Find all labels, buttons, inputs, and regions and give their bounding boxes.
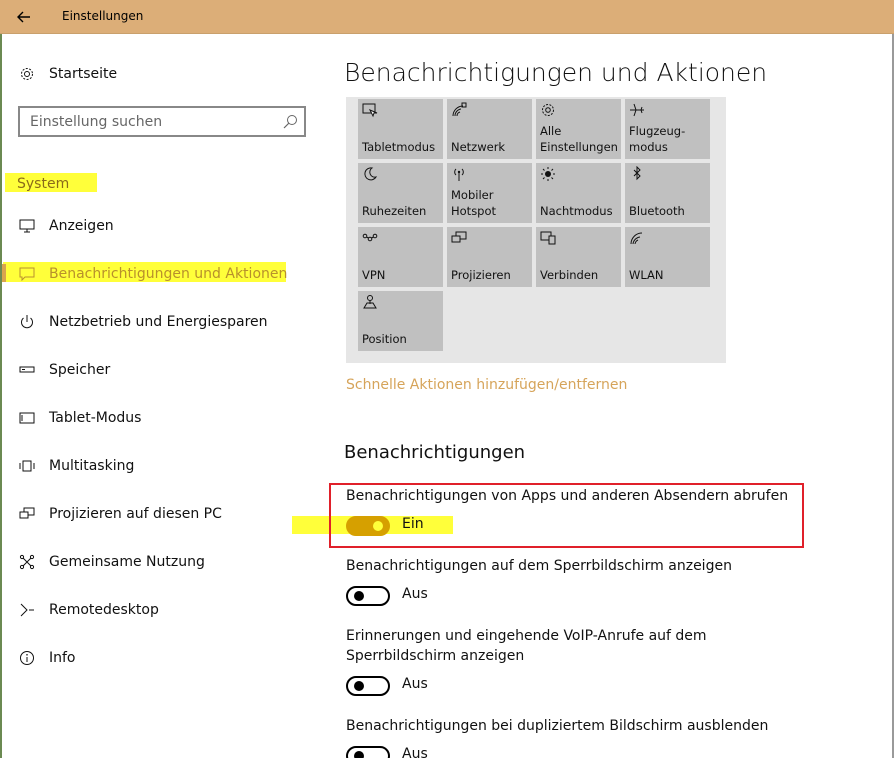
- hotspot-icon: [451, 166, 467, 182]
- sidebar-item-label: Benachrichtigungen und Aktionen: [49, 266, 288, 282]
- tile-label: Verbinden: [540, 268, 599, 282]
- sidebar-item-label: Gemeinsame Nutzung: [49, 554, 205, 570]
- info-icon: [18, 649, 36, 667]
- tile-label: Flugzeug-modus: [629, 124, 686, 154]
- quick-action-airplane[interactable]: [625, 99, 710, 159]
- projector-icon: [451, 230, 467, 246]
- gear-icon: [540, 102, 556, 118]
- message-icon: [18, 265, 36, 283]
- tile-label: Ruhezeiten: [362, 204, 427, 218]
- sidebar-item-power[interactable]: [0, 308, 300, 336]
- toggle-state-text: Aus: [402, 676, 428, 692]
- toggle-state-text: Aus: [402, 586, 428, 602]
- remote-desktop-icon: [18, 601, 36, 619]
- location-icon: [362, 294, 378, 310]
- toggle-state-text: Aus: [402, 746, 428, 758]
- monitor-icon: [18, 217, 36, 235]
- setting-label-duplicate-screen: Benachrichtigungen bei dupliziertem Bildschirm ausblenden: [346, 718, 769, 734]
- sun-icon: [540, 166, 556, 182]
- setting-label-voip-line1: Erinnerungen und eingehende VoIP-Anrufe auf dem: [346, 628, 707, 644]
- setting-label-lockscreen: Benachrichtigungen auf dem Sperrbildschirm anzeigen: [346, 558, 732, 574]
- section-heading-system: System: [17, 176, 70, 192]
- quick-action-bluetooth[interactable]: [625, 163, 710, 223]
- toggle-duplicate-screen[interactable]: [346, 746, 390, 758]
- sidebar-item-remote-desktop[interactable]: [0, 596, 300, 624]
- multitasking-icon: [18, 457, 36, 475]
- setting-label-app-notifications: Benachrichtigungen von Apps und anderen Absendern abrufen: [346, 488, 789, 504]
- tile-label: Projizieren: [451, 268, 511, 282]
- sidebar-item-share[interactable]: [0, 548, 300, 576]
- title-bar: [0, 0, 894, 34]
- tile-label: VPN: [362, 268, 386, 282]
- storage-icon: [18, 361, 36, 379]
- toggle-voip[interactable]: [346, 676, 390, 696]
- sidebar-item-notifications[interactable]: [0, 260, 300, 288]
- toggle-knob: [354, 681, 364, 691]
- tile-label: Nachtmodus: [540, 204, 613, 218]
- sidebar-item-multitasking[interactable]: [0, 452, 300, 480]
- toggle-lockscreen[interactable]: [346, 586, 390, 606]
- tile-label: Position: [362, 332, 407, 346]
- tile-label: Mobiler Hotspot: [451, 188, 497, 218]
- quick-action-quiet-hours[interactable]: [358, 163, 443, 223]
- bluetooth-icon: [629, 166, 645, 182]
- quick-action-project[interactable]: [447, 227, 532, 287]
- red-annotation-box: [329, 483, 804, 548]
- quick-action-night-mode[interactable]: [536, 163, 621, 223]
- airplane-icon: [629, 102, 645, 118]
- page-title: Benachrichtigungen und Aktionen: [344, 58, 768, 87]
- back-button[interactable]: [0, 0, 48, 34]
- add-remove-quick-actions-link[interactable]: Schnelle Aktionen hinzufügen/entfernen: [346, 377, 628, 393]
- connect-icon: [540, 230, 556, 246]
- sidebar-item-label: Tablet-Modus: [49, 410, 142, 426]
- sidebar-item-label: Speicher: [49, 362, 111, 378]
- search-icon[interactable]: [283, 114, 298, 129]
- vpn-icon: [362, 230, 378, 246]
- quick-action-tablet-mode[interactable]: [358, 99, 443, 159]
- tile-label: Alle Einstellungen: [540, 124, 618, 154]
- sidebar-home-label: Startseite: [49, 66, 118, 82]
- sidebar-item-label: Projizieren auf diesen PC: [49, 506, 222, 522]
- tablet-mode-icon: [362, 102, 378, 118]
- quick-actions-panel: [346, 97, 726, 363]
- quick-action-hotspot[interactable]: [447, 163, 532, 223]
- moon-icon: [362, 166, 378, 182]
- search-box[interactable]: [18, 106, 306, 137]
- sidebar-item-tablet[interactable]: [0, 404, 300, 432]
- gear-icon: [18, 65, 36, 83]
- quick-action-vpn[interactable]: [358, 227, 443, 287]
- network-icon: [451, 102, 467, 118]
- quick-action-location[interactable]: [358, 291, 443, 351]
- sidebar-item-anzeigen[interactable]: [0, 212, 300, 240]
- sidebar-item-label: Netzbetrieb und Energiesparen: [49, 314, 268, 330]
- tile-label: Netzwerk: [451, 140, 506, 154]
- share-icon: [18, 553, 36, 571]
- notifications-heading: Benachrichtigungen: [344, 442, 526, 463]
- quick-action-wlan[interactable]: [625, 227, 710, 287]
- toggle-knob: [354, 751, 364, 758]
- sidebar-item-home[interactable]: [0, 60, 300, 88]
- tile-label: WLAN: [629, 268, 664, 282]
- setting-label-voip-line2: Sperrbildschirm anzeigen: [346, 648, 525, 664]
- sidebar-item-storage[interactable]: [0, 356, 300, 384]
- sidebar-item-label: Anzeigen: [49, 218, 114, 234]
- search-input[interactable]: [20, 108, 275, 135]
- sidebar-item-label: Remotedesktop: [49, 602, 159, 618]
- back-arrow-icon: [17, 11, 31, 23]
- tile-label: Tabletmodus: [362, 140, 436, 154]
- quick-action-connect[interactable]: [536, 227, 621, 287]
- tile-label: Bluetooth: [629, 204, 685, 218]
- sidebar-item-label: Info: [49, 650, 76, 666]
- power-icon: [18, 313, 36, 331]
- toggle-state-text: Ein: [402, 516, 424, 532]
- tablet-icon: [18, 409, 36, 427]
- sidebar-item-project[interactable]: [0, 500, 300, 528]
- window-title: Einstellungen: [62, 9, 144, 23]
- project-icon: [18, 505, 36, 523]
- quick-action-network[interactable]: [447, 99, 532, 159]
- sidebar-item-label: Multitasking: [49, 458, 135, 474]
- wifi-icon: [629, 230, 645, 246]
- quick-action-all-settings[interactable]: [536, 99, 621, 159]
- sidebar-item-info[interactable]: [0, 644, 300, 672]
- toggle-knob: [354, 591, 364, 601]
